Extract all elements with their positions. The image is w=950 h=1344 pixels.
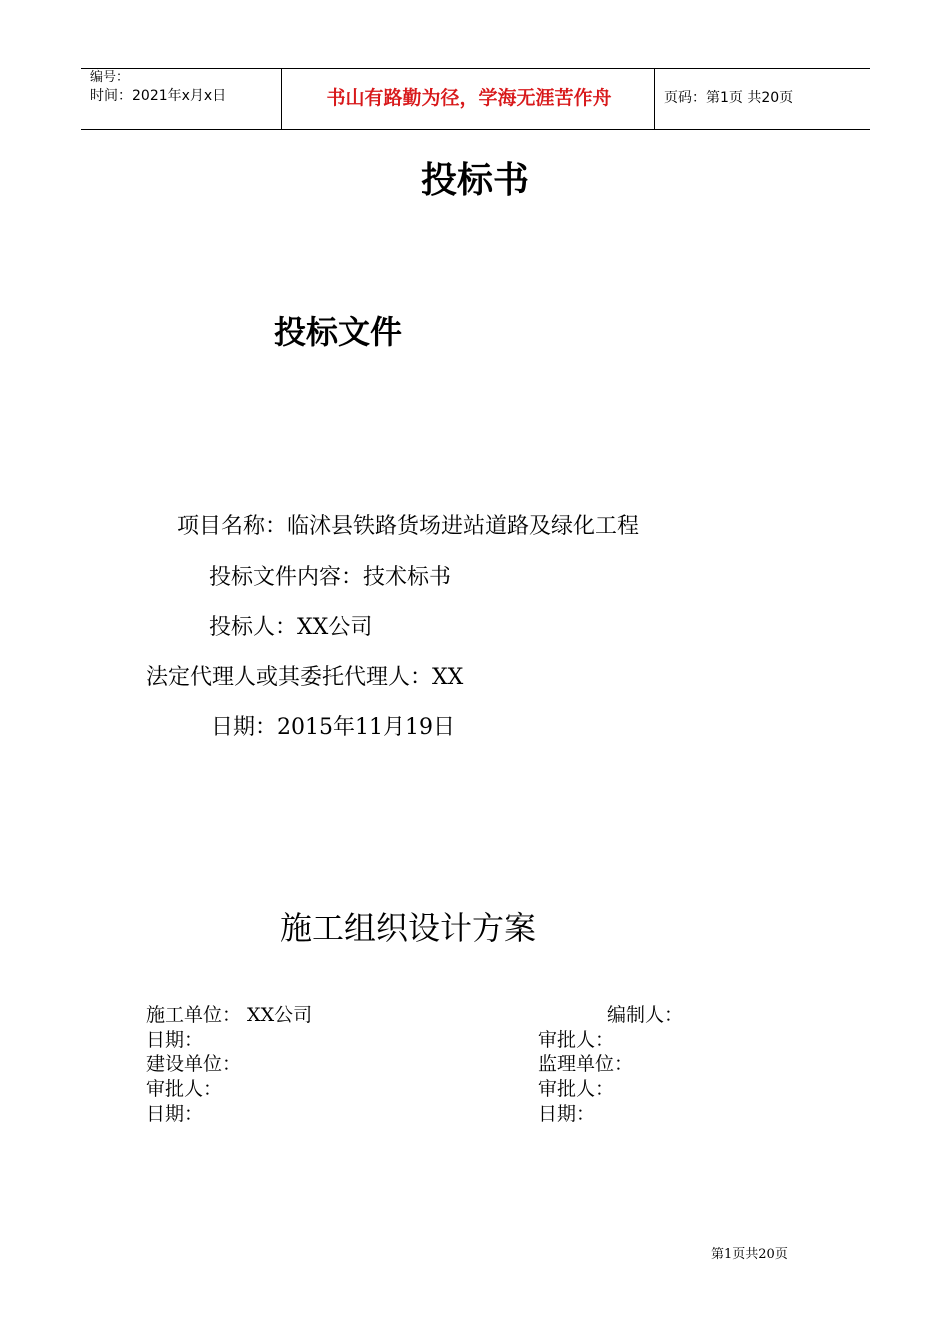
bidder: 投标人：XX公司 <box>209 615 373 640</box>
compiler-label: 编制人： <box>607 1004 684 1026</box>
time-text: 时间：2021年x月x日 <box>90 88 227 104</box>
document-subtitle: 投标文件 <box>274 313 403 351</box>
legal-agent: 法定代理人或其委托代理人：XX <box>146 665 464 690</box>
approver-label: 审批人： <box>538 1078 615 1100</box>
bid-date: 日期：2015年11月19日 <box>211 715 455 740</box>
supervision-unit: 监理单位： <box>538 1053 634 1075</box>
page-footer: 第1页共20页 <box>711 1247 788 1262</box>
builder-unit: 建设单位： <box>146 1053 242 1075</box>
date-label: 日期： <box>146 1029 204 1051</box>
document-title: 投标书 <box>420 160 529 201</box>
number-label: 编号： <box>90 70 130 85</box>
project-name: 项目名称：临沭县铁路货场进站道路及绿化工程 <box>177 514 640 539</box>
bid-content: 投标文件内容：技术标书 <box>209 565 452 590</box>
approver-label: 审批人： <box>538 1029 615 1051</box>
plan-title: 施工组织设计方案 <box>280 909 537 947</box>
header-divider <box>281 69 282 129</box>
page-info: 页码：第1页 共20页 <box>664 90 794 106</box>
page-header <box>81 68 870 130</box>
date-label: 日期： <box>146 1103 204 1125</box>
construction-unit: 施工单位： XX公司 <box>146 1004 313 1026</box>
header-motto: 书山有路勤为径，学海无涯苦作舟 <box>326 87 612 109</box>
date-label: 日期： <box>538 1103 596 1125</box>
approver-label: 审批人： <box>146 1078 223 1100</box>
